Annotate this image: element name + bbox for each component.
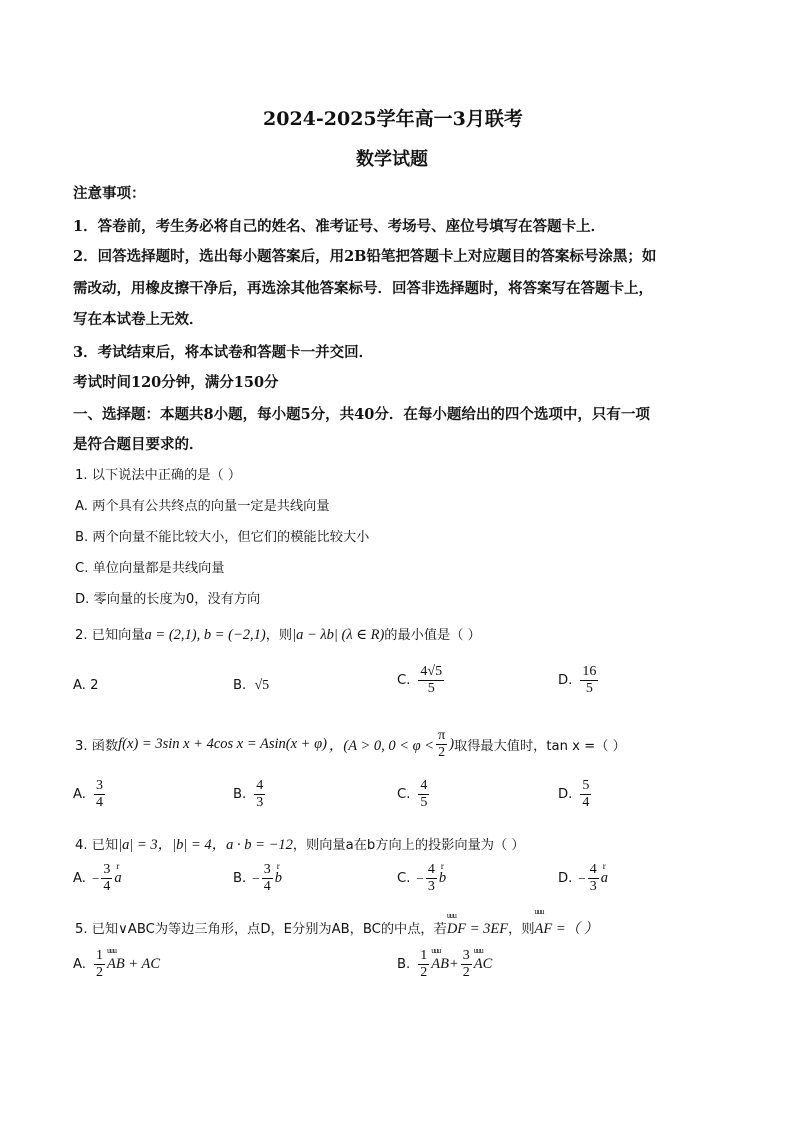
q5-option-b-fraction-1 [418, 948, 429, 981]
q5-b-tail: uuu AC [474, 956, 493, 973]
q4-conditions: |a| = 3，|b| = 4，a · b = −12 [118, 837, 293, 853]
q3-a-den: 4 [95, 795, 103, 810]
q3-d-den: 4 [582, 795, 590, 810]
q5-option-a-label: A. [73, 957, 86, 972]
page-subtitle: 数学试题 [356, 149, 428, 170]
q3-option-b-label: B. [233, 787, 247, 802]
q4-option-c [397, 862, 446, 895]
q5-option-b-label: B. [397, 957, 411, 972]
q4-b-sign: − [252, 870, 260, 886]
q5-stem [75, 917, 598, 938]
q5-option-b [397, 948, 492, 981]
q2-option-b-value: √5 [254, 678, 270, 693]
q5-b-den2: 2 [462, 965, 470, 980]
q3-option-a-fraction [94, 778, 105, 811]
q4-option-c-label: C. [397, 871, 411, 886]
q5-post: ，则 [508, 922, 535, 937]
note-line-5: 3．考试结束后，将本试卷和答题卡一并交回． [73, 344, 374, 361]
q5-condition: uuu DF = 3EF [447, 921, 508, 938]
q3-b-num: 4 [256, 778, 264, 793]
q3-option-d [558, 778, 593, 811]
q3-condition-post: ) [449, 736, 455, 752]
q3-condition-pre: ，(A > 0, 0 < φ < [328, 738, 435, 754]
q4-option-b-fraction [262, 862, 273, 895]
q4-b-den: 4 [263, 879, 271, 894]
q5-b-num1: 1 [420, 948, 428, 963]
q3-option-d-fraction [580, 778, 591, 811]
q2-option-c-fraction [418, 664, 444, 697]
q1-stem: 1. 以下说法中正确的是（ ） [75, 468, 242, 483]
q2-vectors: a = (2,1), b = (−2,1) [144, 627, 266, 643]
q2-option-b-label: B. [233, 678, 247, 693]
q5-b-mid: uuu AB+ [431, 956, 459, 973]
q5-b-den1: 2 [420, 965, 428, 980]
q5-a-tail: uuu AB + AC [107, 956, 160, 973]
q4-a-num: 3 [103, 862, 111, 877]
q4-post: ，则向量a在b方向上的投影向量为（ ） [292, 838, 525, 853]
q4-a-sign: − [91, 870, 100, 886]
note-line-1: 1．答卷前，考生务必将自己的姓名、准考证号、考场号、座位号填写在答题卡上． [73, 218, 606, 235]
q4-a-den: 4 [103, 879, 111, 894]
q4-c-vector: r b [439, 870, 446, 887]
q5-option-b-fraction-2 [461, 948, 472, 981]
q4-option-d-fraction [588, 862, 599, 895]
q4-option-b [233, 862, 282, 895]
q2-stem [75, 624, 481, 644]
q3-d-num: 5 [582, 778, 590, 793]
q3-function: f(x) = 3sin x + 4cos x = Asin(x + φ) [118, 736, 327, 752]
q4-stem [75, 833, 525, 854]
q4-option-d-label: D. [558, 871, 573, 886]
q4-c-num: 4 [427, 862, 435, 877]
q3-b-den: 3 [256, 795, 264, 810]
q5-pre: 5. 已知∨ABC为等边三角形，点D，E分别为AB，BC的中点，若 [75, 922, 447, 937]
q4-d-sign: − [578, 870, 586, 886]
q2-mid: ，则 [265, 628, 293, 643]
q3-pre: 3. 函数 [75, 739, 119, 754]
q4-d-num: 4 [589, 862, 597, 877]
q3-option-d-label: D. [558, 787, 573, 802]
q2-option-c [397, 664, 446, 697]
q3-option-c-fraction [418, 778, 429, 811]
q5-option-a-fraction [94, 948, 105, 981]
q3-option-b [233, 778, 267, 811]
q5-a-num: 1 [95, 948, 103, 963]
q2-pre: 2. 已知向量 [75, 628, 145, 643]
q3-condition-fraction [436, 728, 447, 761]
note-line-3: 需改动，用橡皮擦干净后，再选涂其他答案标号．回答非选择题时，将答案写在答题卡上， [73, 280, 653, 297]
q4-a-vector: r a [114, 870, 121, 887]
q3-stem [75, 728, 626, 761]
q3-option-c-label: C. [397, 787, 411, 802]
section-heading-line-1: 一、选择题：本题共8小题，每小题5分，共40分．在每小题给出的四个选项中，只有一项 [73, 406, 650, 423]
q4-option-a [73, 862, 122, 895]
q5-option-a [73, 948, 160, 981]
q3-post: 取得最大值时，tan x =（ ） [454, 739, 626, 754]
q4-d-den: 3 [589, 879, 597, 894]
q2-c-den: 5 [427, 681, 435, 696]
exam-time: 考试时间120分钟，满分150分 [73, 374, 279, 391]
q2-expression: |a − λb| (λ ∈ R) [292, 627, 385, 643]
q1-option-a: A. 两个具有公共终点的向量一定是共线向量 [75, 499, 330, 514]
page-title: 2024-2025学年高一3月联考 [263, 108, 523, 130]
q4-option-d [558, 862, 608, 895]
q4-option-c-fraction [426, 862, 437, 895]
q2-option-b [233, 678, 269, 694]
q1-option-c: C. 单位向量都是共线向量 [75, 561, 225, 576]
q1-option-d: D. 零向量的长度为0，没有方向 [75, 592, 261, 607]
q2-option-d-fraction [580, 664, 598, 697]
q2-option-d [558, 664, 600, 697]
q2-option-a: A. 2 [73, 678, 99, 693]
q4-pre: 4. 已知 [75, 838, 119, 853]
section-heading-line-2: 是符合题目要求的． [73, 436, 204, 453]
q3-c-den: 5 [420, 795, 428, 810]
q4-option-a-fraction [101, 862, 112, 895]
q3-cond-den: 2 [438, 745, 446, 760]
q5-target: uuu AF =（ ） [535, 917, 599, 938]
q3-option-c [397, 778, 431, 811]
q3-a-num: 3 [95, 778, 103, 793]
q3-c-num: 4 [420, 778, 428, 793]
q2-c-num: 4√5 [420, 664, 443, 679]
q4-c-den: 3 [427, 879, 435, 894]
q3-option-a [73, 778, 107, 811]
q5-b-num2: 3 [462, 948, 470, 963]
q4-b-vector: r b [275, 870, 282, 887]
q3-option-a-label: A. [73, 787, 86, 802]
q3-cond-num: π [438, 728, 446, 743]
q5-a-den: 2 [95, 965, 103, 980]
q4-c-sign: − [416, 870, 424, 886]
note-line-2: 2．回答选择题时，选出每小题答案后，用2B铅笔把答题卡上对应题目的答案标号涂黑；如 [73, 248, 657, 265]
note-line-4: 写在本试卷上无效． [73, 311, 204, 328]
q4-d-vector: r a [601, 870, 608, 887]
q2-option-d-label: D. [558, 673, 573, 688]
q2-post: 的最小值是（ ） [384, 628, 481, 643]
q4-option-a-label: A. [73, 871, 86, 886]
q2-d-den: 5 [585, 681, 593, 696]
q1-option-b: B. 两个向量不能比较大小，但它们的模能比较大小 [75, 530, 370, 545]
q2-d-num: 16 [582, 664, 597, 679]
q4-b-num: 3 [263, 862, 271, 877]
q3-option-b-fraction [254, 778, 265, 811]
notes-heading: 注意事项： [73, 185, 146, 202]
q4-option-b-label: B. [233, 871, 247, 886]
q2-option-c-label: C. [397, 673, 411, 688]
